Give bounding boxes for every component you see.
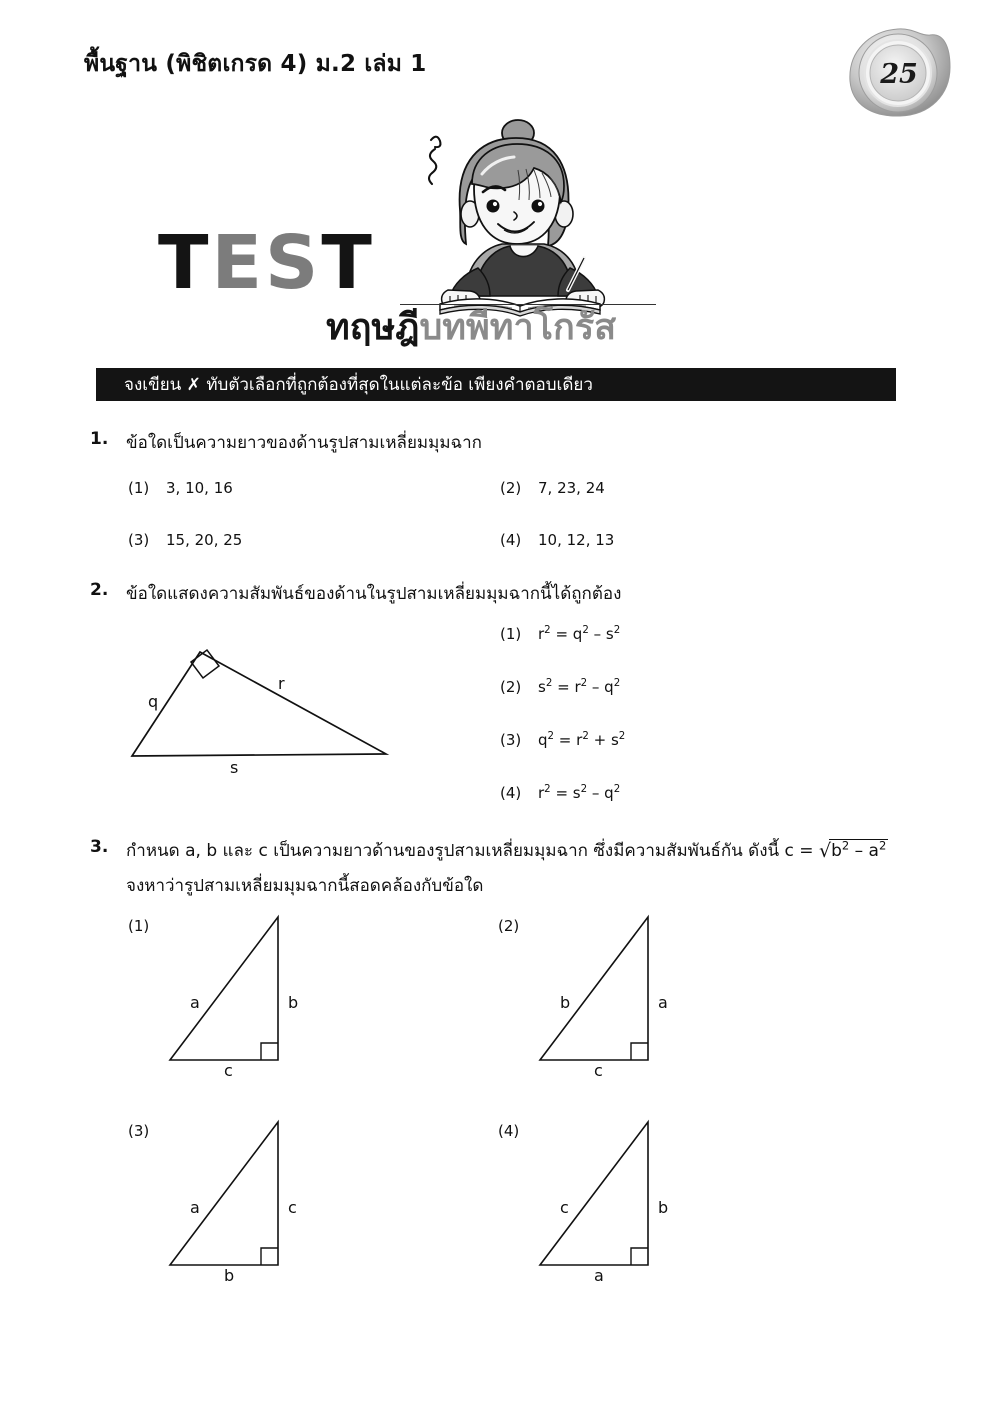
triangle-bottom-label: b [224, 1266, 235, 1285]
page-number-badge [838, 23, 956, 123]
option-key: (2) [500, 678, 522, 696]
option-text: 3, 10, 16 [166, 479, 233, 497]
test-wordmark [158, 220, 375, 306]
test-letters-es: ES [211, 220, 322, 306]
triangle-vertical-label: b [658, 1198, 669, 1217]
desk-line [400, 304, 656, 305]
subtitle-dark-part: ทฤษฎี [326, 307, 420, 348]
option-formula: $s^2 = r^2 - q^2$ [538, 678, 621, 696]
option-text: 15, 20, 25 [166, 531, 243, 549]
triangle-bottom-label: c [594, 1061, 603, 1080]
triangle-side-label-q: q [148, 692, 159, 711]
question-1-option-4[interactable] [500, 531, 614, 549]
question-3-stem-line-1 [126, 837, 888, 864]
test-logo-block [150, 118, 710, 363]
option-text: 10, 12, 13 [538, 531, 615, 549]
option-key: (3) [500, 731, 522, 749]
option-formula: $r^2 = q^2 - s^2$ [538, 625, 621, 643]
triangle-side-label-s: s [230, 758, 239, 777]
triangle-bottom-label: c [224, 1061, 233, 1080]
option-key: (4) [498, 1122, 520, 1140]
option-key: (4) [500, 531, 522, 549]
question-1-option-1[interactable] [128, 479, 233, 497]
question-2-number: 2. [90, 580, 109, 600]
question-3-option-4[interactable] [498, 1120, 858, 1285]
instruction-text: จงเขียน ✗ ทับตัวเลือกที่ถูกต้องที่สุดในแต่ละข้อ เพียงคำตอบเดียว [124, 375, 593, 395]
option-key: (1) [500, 625, 522, 643]
question-3-option-2[interactable] [498, 915, 858, 1080]
option-key: (3) [128, 531, 150, 549]
question-1-option-3[interactable] [128, 531, 242, 549]
triangle-hypotenuse-label: a [190, 1198, 200, 1217]
question-2-option-1[interactable] [500, 625, 620, 643]
question-1-option-2[interactable] [500, 479, 605, 497]
question-2-option-2[interactable] [500, 678, 620, 696]
triangle-vertical-label: a [658, 993, 668, 1012]
sqrt-expression [819, 839, 888, 862]
triangle-vertical-label: b [288, 993, 299, 1012]
option-key: (2) [500, 479, 522, 497]
page-title: พื้นฐาน (พิชิตเกรด 4) ม.2 เล่ม 1 [84, 51, 427, 77]
question-1-number: 1. [90, 429, 109, 449]
sqrt-radical-icon: √ [818, 840, 832, 862]
question-2-option-3[interactable] [500, 731, 625, 749]
question-1-stem: ข้อใดเป็นความยาวของด้านรูปสามเหลี่ยมมุมฉาก [126, 433, 482, 453]
triangle-vertical-label: c [288, 1198, 297, 1217]
question-3-number: 3. [90, 837, 109, 857]
triangle-side-label-r: r [278, 674, 285, 693]
question-3-stem-line-2: จงหาว่ารูปสามเหลี่ยมมุมฉากนี้สอดคล้องกับข้อใด [126, 876, 484, 896]
question-3-option-1[interactable] [128, 915, 488, 1080]
test-letter-t2: T [321, 220, 375, 306]
triangle-hypotenuse-label: b [560, 993, 571, 1012]
subtitle-gray-part: บทพีทาโกรัส [419, 307, 617, 348]
question-3-option-3[interactable] [128, 1120, 488, 1285]
question-2-stem: ข้อใดแสดงความสัมพันธ์ของด้านในรูปสามเหลี่ยมมุมฉากนี้ได้ถูกต้อง [126, 584, 622, 604]
option-key: (1) [128, 917, 150, 935]
triangle-bottom-label: a [594, 1266, 604, 1285]
triangle-hypotenuse-label: c [560, 1198, 569, 1217]
girl-studying-icon [398, 118, 648, 318]
option-key: (2) [498, 917, 520, 935]
option-key: (4) [500, 784, 522, 802]
option-formula: $q^2 = r^2 + s^2$ [538, 731, 626, 749]
option-key: (3) [128, 1122, 150, 1140]
page-number-text: 25 [880, 58, 918, 90]
option-key: (1) [128, 479, 150, 497]
instruction-banner [96, 368, 896, 401]
sqrt-radicand: $b^2 - a^2$ [831, 838, 887, 861]
test-letter-t1: T [158, 220, 212, 306]
test-subtitle [326, 307, 617, 348]
triangle-hypotenuse-label: a [190, 993, 200, 1012]
option-text: 7, 23, 24 [538, 479, 605, 497]
question-2-option-4[interactable] [500, 784, 620, 802]
question-3-stem-text: กำหนด a, b และ c เป็นความยาวด้านของรูปสามเหลี่ยมมุมฉาก ซึ่งมีความสัมพันธ์กัน ดังนี้ c = [126, 841, 819, 861]
option-formula: $r^2 = s^2 - q^2$ [538, 784, 621, 802]
question-2-triangle-figure [120, 630, 400, 777]
